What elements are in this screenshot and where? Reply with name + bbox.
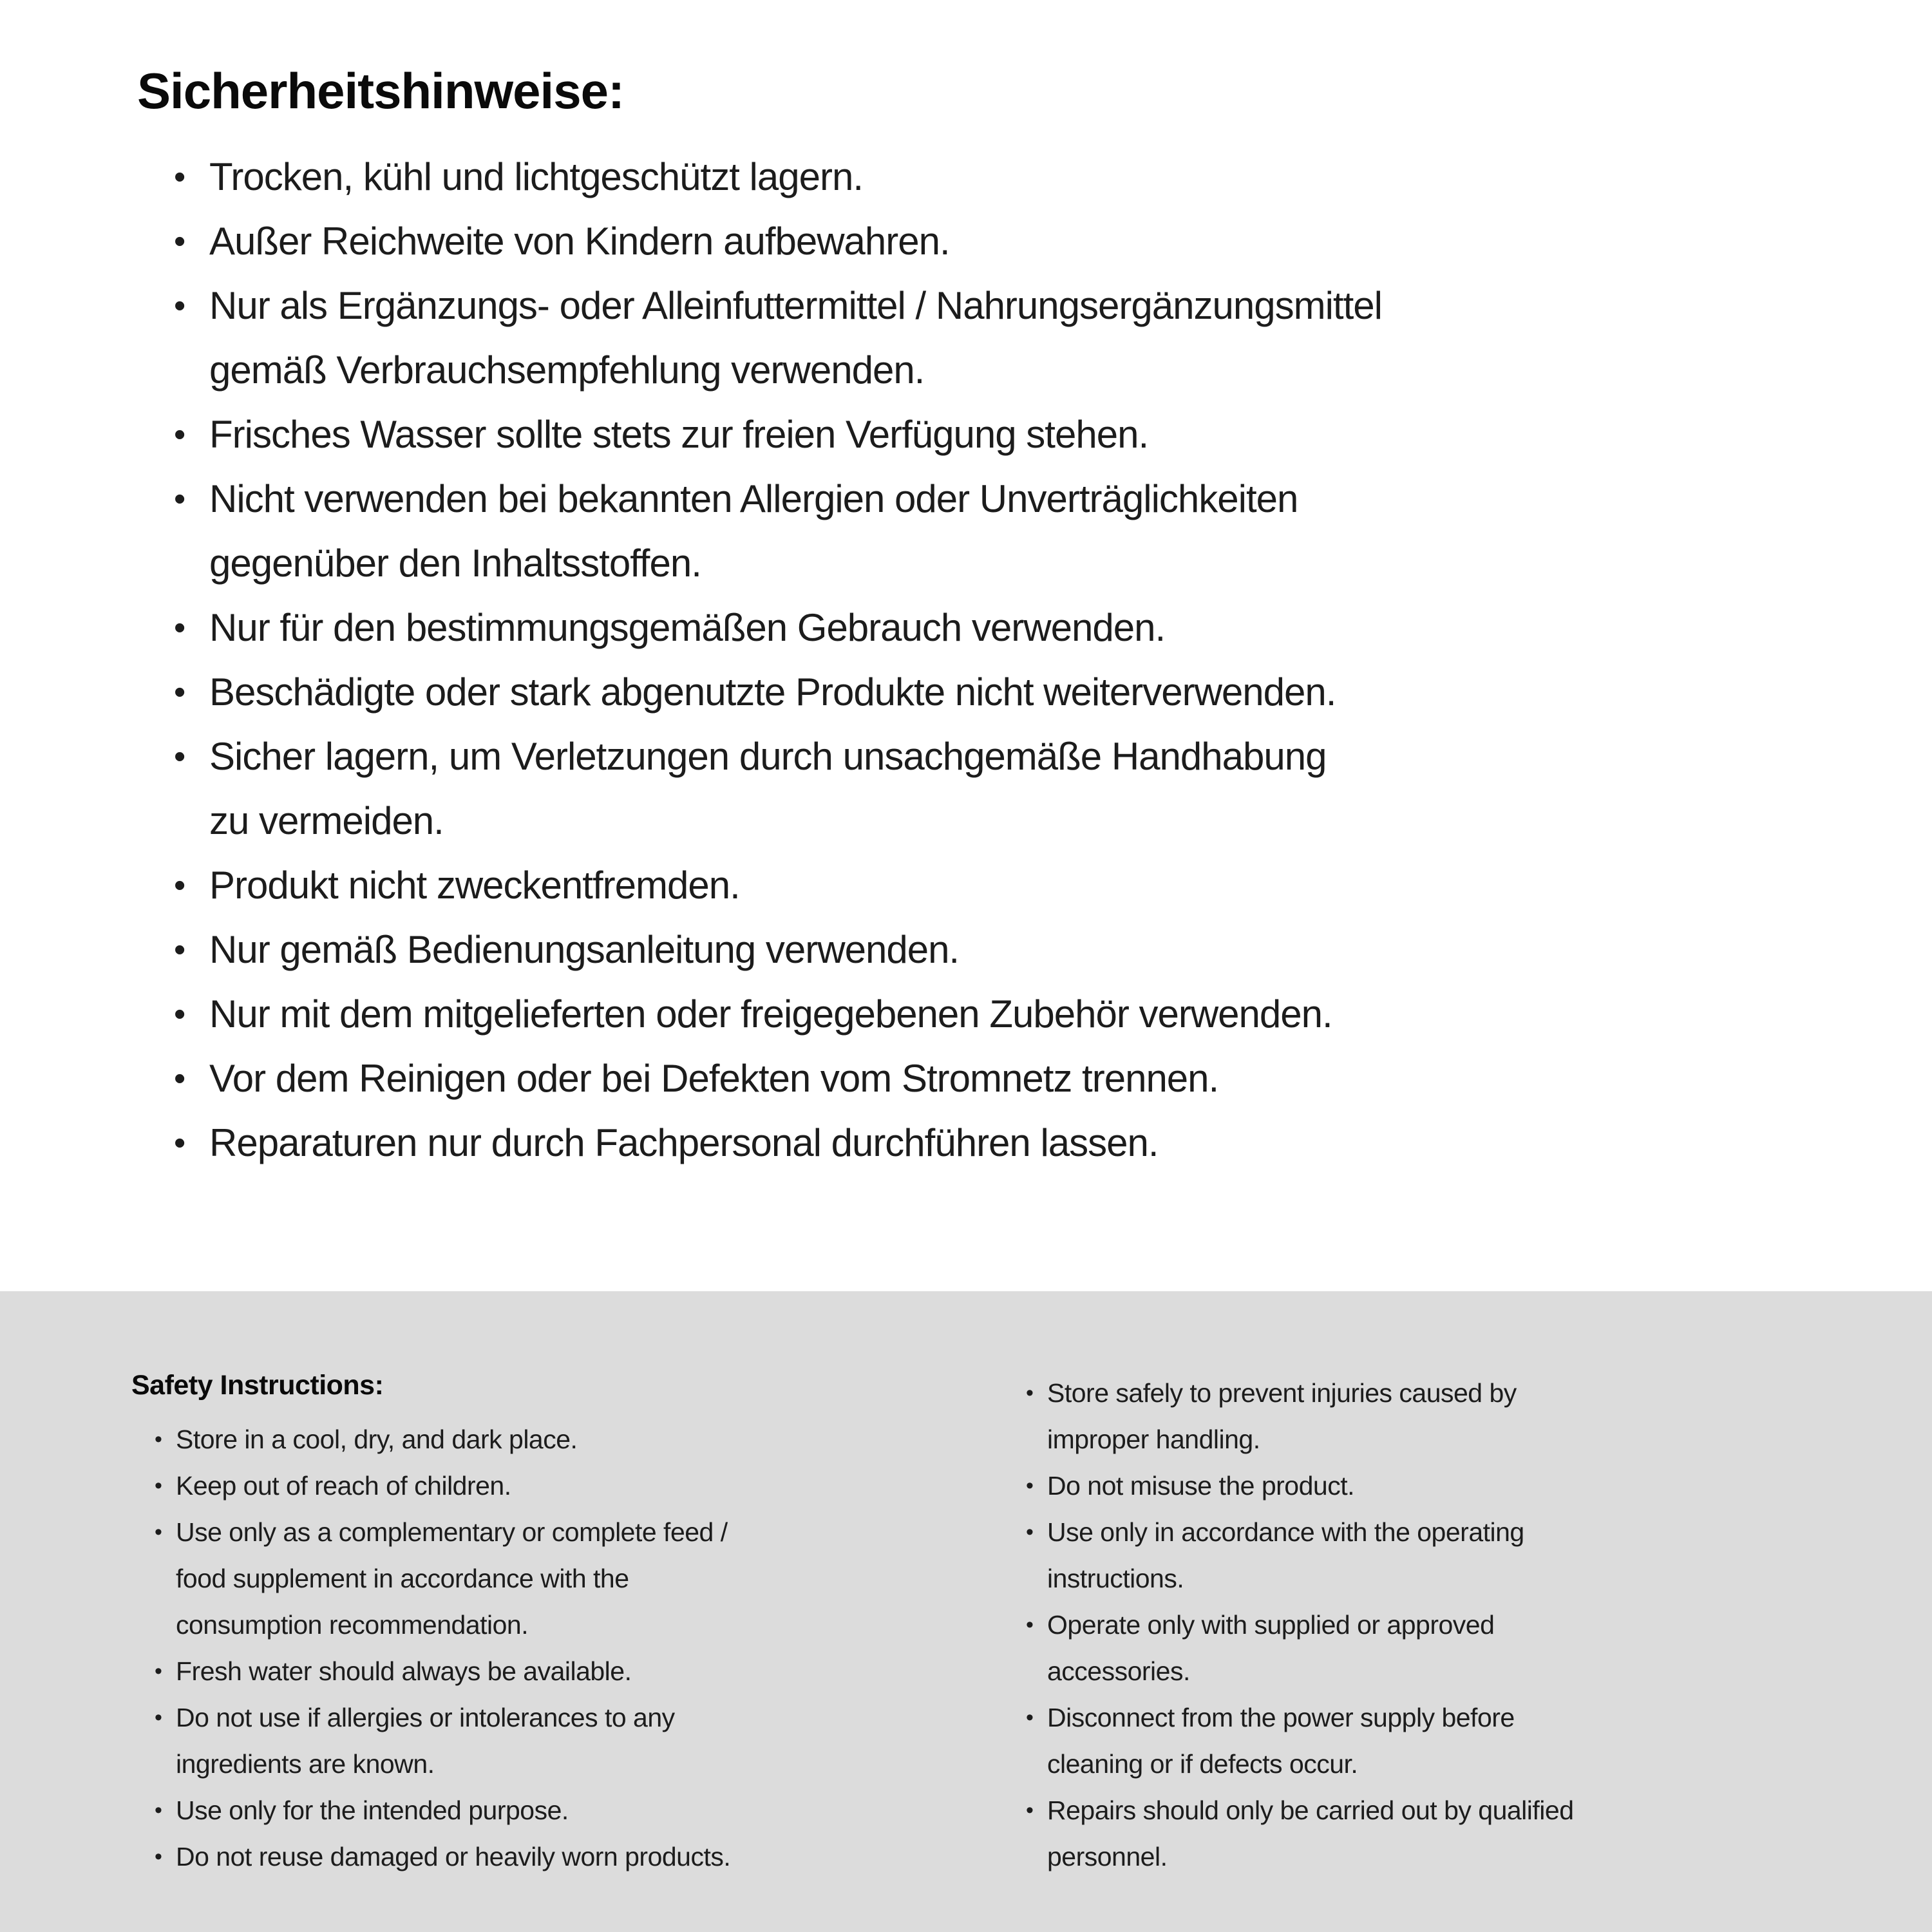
list-item bbox=[174, 596, 1835, 660]
bullet-line: • Frisches Wasser sollte stets zur freien Verfügung stehen. bbox=[209, 412, 1149, 456]
bullet-line: • Trocken, kühl und lichtgeschützt lagern. bbox=[209, 155, 864, 198]
list-item bbox=[1026, 1787, 1908, 1880]
bullet-line: cleaning or if defects occur. bbox=[1047, 1749, 1358, 1779]
bullet-line: improper handling. bbox=[1047, 1425, 1260, 1454]
bullet-line: • Use only in accordance with the operating bbox=[1047, 1517, 1524, 1547]
english-right-bullet-list bbox=[1026, 1370, 1908, 1880]
english-section-title: Safety Instructions: bbox=[131, 1370, 384, 1401]
bullet-line: • Nur gemäß Bedienungsanleitung verwenden. bbox=[209, 927, 960, 971]
list-item bbox=[174, 982, 1835, 1046]
list-item bbox=[174, 660, 1835, 724]
bullet-line: • Repairs should only be carried out by qualified bbox=[1047, 1795, 1574, 1825]
bullet-line: • Nicht verwenden bei bekannten Allergien oder Unverträglichkeiten bbox=[209, 477, 1298, 520]
bullet-line: • Operate only with supplied or approved bbox=[1047, 1610, 1495, 1640]
bullet-line: • Keep out of reach of children. bbox=[176, 1470, 511, 1501]
list-item bbox=[1026, 1694, 1908, 1787]
bullet-line: • Beschädigte oder stark abgenutzte Produkte nicht weiterverwenden. bbox=[209, 670, 1336, 714]
bullet-line: instructions. bbox=[1047, 1564, 1184, 1593]
list-item bbox=[155, 1509, 1011, 1648]
bullet-line: • Do not use if allergies or intolerances to any bbox=[176, 1702, 675, 1732]
bullet-line: • Use only as a complementary or complete feed / bbox=[176, 1517, 728, 1547]
bullet-line: • Vor dem Reinigen oder bei Defekten vom Stromnetz trennen. bbox=[209, 1056, 1219, 1100]
german-safety-section bbox=[137, 61, 1850, 1175]
bullet-line: • Außer Reichweite von Kindern aufbewahren. bbox=[209, 219, 950, 263]
list-item bbox=[155, 1416, 1011, 1463]
bullet-line: gegenüber den Inhaltsstoffen. bbox=[209, 541, 701, 585]
list-item bbox=[174, 1046, 1835, 1111]
bullet-line: • Disconnect from the power supply before bbox=[1047, 1703, 1515, 1732]
english-safety-panel bbox=[0, 1291, 1932, 1932]
bullet-line: ingredients are known. bbox=[176, 1748, 435, 1779]
list-item bbox=[1026, 1463, 1908, 1509]
list-item bbox=[174, 402, 1835, 467]
bullet-line: • Store in a cool, dry, and dark place. bbox=[176, 1424, 578, 1454]
list-item bbox=[155, 1694, 1011, 1787]
english-left-bullet-list bbox=[155, 1416, 1011, 1880]
bullet-line: • Reparaturen nur durch Fachpersonal durchführen lassen. bbox=[209, 1121, 1159, 1164]
bullet-line: • Nur für den bestimmungsgemäßen Gebrauch verwenden. bbox=[209, 605, 1166, 649]
list-item bbox=[174, 918, 1835, 982]
list-item bbox=[174, 724, 1835, 853]
bullet-line: • Do not misuse the product. bbox=[1047, 1471, 1354, 1501]
english-right-column bbox=[1026, 1370, 1908, 1880]
list-item bbox=[174, 467, 1835, 596]
list-item bbox=[1026, 1602, 1908, 1694]
bullet-line: food supplement in accordance with the bbox=[176, 1563, 629, 1593]
list-item bbox=[1026, 1509, 1908, 1602]
bullet-line: • Sicher lagern, um Verletzungen durch unsachgemäße Handhabung bbox=[209, 734, 1327, 778]
list-item bbox=[155, 1648, 1011, 1694]
list-item bbox=[174, 853, 1835, 918]
list-item bbox=[174, 274, 1835, 402]
bullet-line: • Produkt nicht zweckentfremden. bbox=[209, 863, 740, 907]
english-left-column bbox=[131, 1368, 988, 1880]
list-item bbox=[174, 209, 1835, 274]
bullet-line: accessories. bbox=[1047, 1656, 1190, 1686]
list-item bbox=[174, 145, 1835, 209]
bullet-line: • Use only for the intended purpose. bbox=[176, 1795, 569, 1825]
bullet-line: • Do not reuse damaged or heavily worn products. bbox=[176, 1841, 731, 1871]
bullet-line: • Fresh water should always be available. bbox=[176, 1656, 632, 1686]
list-item bbox=[155, 1833, 1011, 1880]
list-item bbox=[155, 1787, 1011, 1833]
bullet-line: • Nur mit dem mitgelieferten oder freigegebenen Zubehör verwenden. bbox=[209, 992, 1332, 1036]
bullet-line: gemäß Verbrauchsempfehlung verwenden. bbox=[209, 348, 925, 392]
bullet-line: consumption recommendation. bbox=[176, 1609, 529, 1640]
german-bullet-list bbox=[174, 145, 1835, 1175]
list-item bbox=[1026, 1370, 1908, 1463]
bullet-line: zu vermeiden. bbox=[209, 799, 444, 842]
list-item bbox=[155, 1463, 1011, 1509]
bullet-line: personnel. bbox=[1047, 1842, 1168, 1871]
bullet-line: • Store safely to prevent injuries caused by bbox=[1047, 1378, 1517, 1408]
list-item bbox=[174, 1111, 1835, 1175]
german-section-title: Sicherheitshinweise: bbox=[137, 62, 624, 119]
bullet-line: • Nur als Ergänzungs- oder Alleinfuttermittel / Nahrungsergänzungsmittel bbox=[209, 283, 1382, 327]
